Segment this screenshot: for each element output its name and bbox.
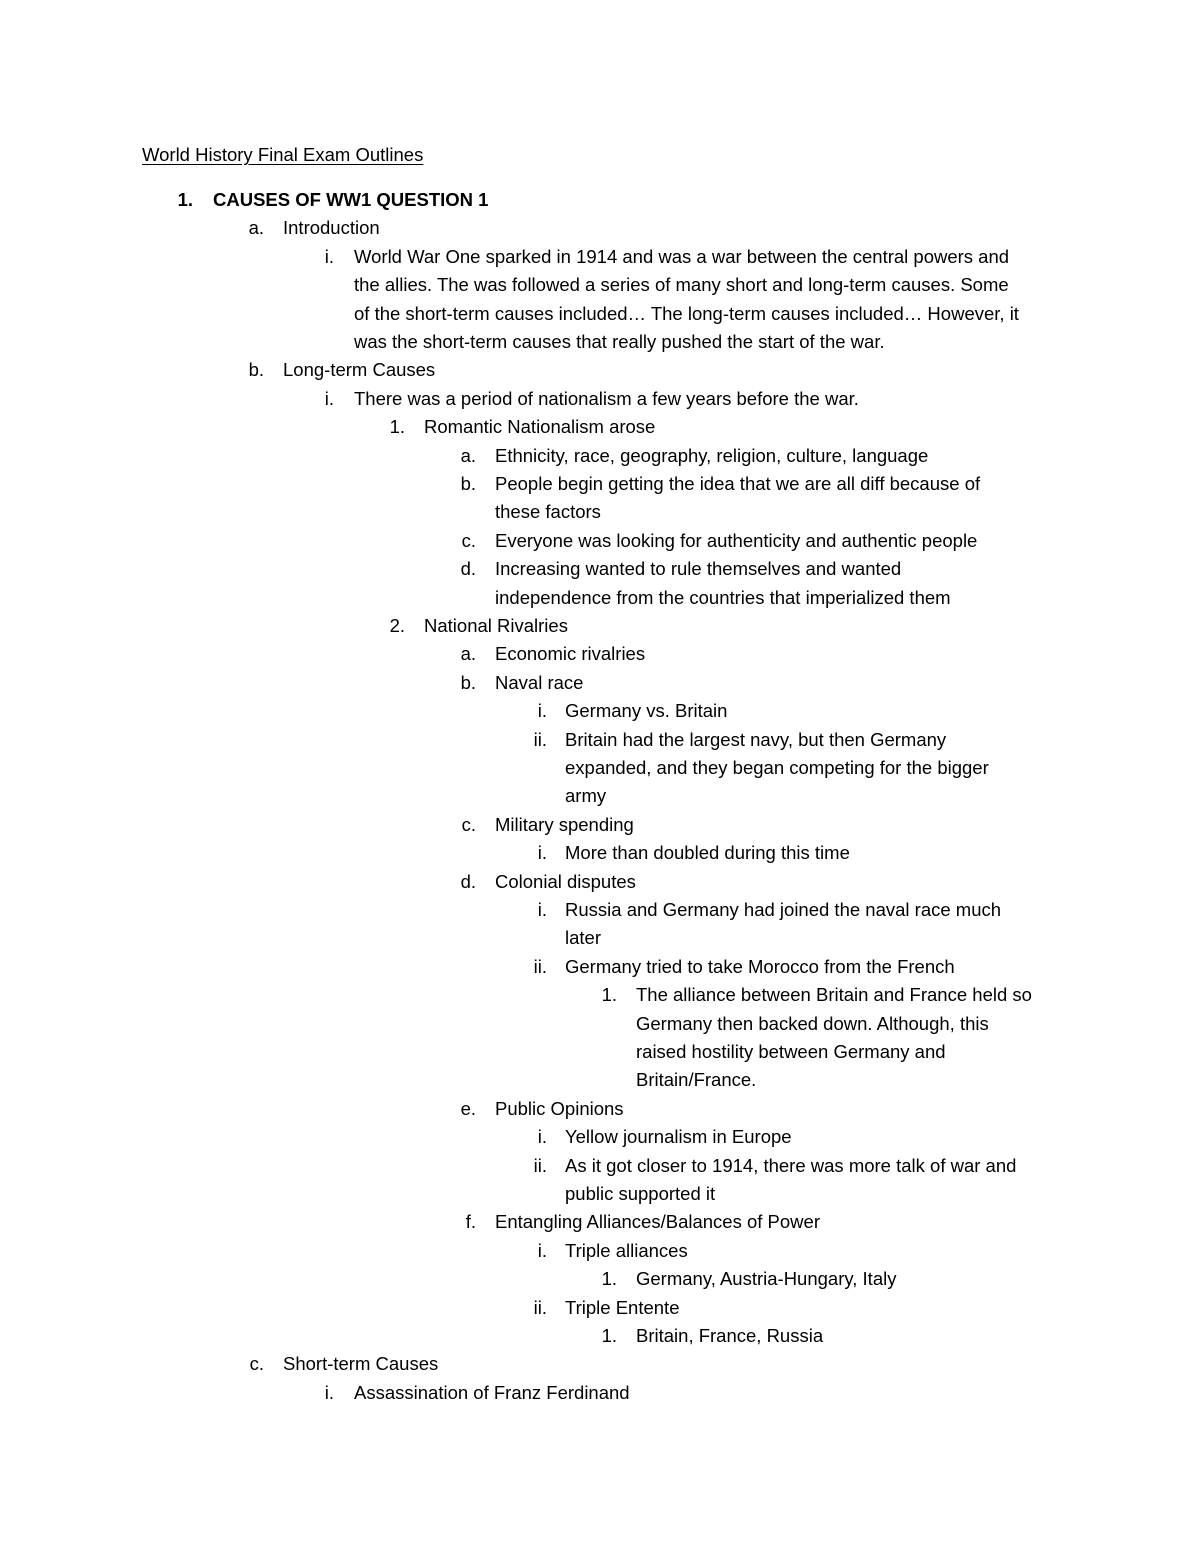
outline-line: [0, 271, 1200, 299]
outline-marker: 2.: [389, 615, 405, 636]
outline-marker: f.: [465, 1211, 476, 1233]
outline-text: Britain, France, Russia: [636, 1325, 824, 1346]
outline-text: There was a period of nationalism a few years before the war.: [354, 387, 859, 409]
outline-text: As it got closer to 1914, there was more talk of war and: [565, 1154, 1017, 1176]
outline-text: World War One sparked in 1914 and was a war between the central powers and: [354, 245, 1010, 267]
outline-marker: i.: [537, 1239, 547, 1261]
outline-line: [0, 413, 1200, 441]
outline-text: later: [565, 927, 601, 949]
outline-text: Triple alliances: [565, 1239, 688, 1261]
outline-text: Britain had the largest navy, but then Germany: [565, 728, 947, 750]
outline-line: [0, 1038, 1200, 1066]
outline-text: these factors: [495, 501, 601, 523]
outline-line: [0, 1180, 1200, 1208]
outline-text: Triple Entente: [565, 1296, 680, 1318]
outline-line: [0, 186, 1200, 214]
outline-line: [0, 1379, 1200, 1407]
outline-marker: 1.: [601, 1325, 617, 1346]
outline-text: Entangling Alliances/Balances of Power: [495, 1211, 820, 1233]
outline-text: National Rivalries: [424, 615, 568, 636]
outline-text: independence from the countries that imperialized them: [495, 586, 951, 608]
outline-marker: i.: [324, 1381, 334, 1403]
outline-line: [0, 839, 1200, 867]
outline-text: Russia and Germany had joined the naval race much: [565, 899, 1002, 920]
outline-marker: i.: [537, 899, 547, 920]
outline-line: [0, 1237, 1200, 1265]
outline-line: [0, 981, 1200, 1009]
outline-text: Ethnicity, race, geography, religion, culture, language: [495, 444, 929, 466]
outline-line: [0, 669, 1200, 697]
outline-line: [0, 442, 1200, 470]
outline-marker: 1.: [601, 984, 617, 1006]
outline-line: [0, 1350, 1200, 1378]
outline-line: [0, 811, 1200, 839]
outline-line: [0, 214, 1200, 242]
outline-line: [0, 697, 1200, 725]
outline-marker: i.: [537, 1126, 547, 1148]
outline-text: Increasing wanted to rule themselves and wanted: [495, 558, 902, 580]
outline-line: [0, 782, 1200, 810]
outline-line: [0, 1265, 1200, 1293]
outline-line: [0, 1066, 1200, 1094]
outline-text: Short-term Causes: [283, 1353, 439, 1375]
outline-line: [0, 498, 1200, 526]
outline-text: CAUSES OF WW1 QUESTION 1: [213, 189, 489, 210]
outline-text: Long-term Causes: [283, 359, 436, 381]
outline-marker: c.: [461, 813, 476, 835]
outline-text: Assassination of Franz Ferdinand: [354, 1381, 630, 1403]
outline-marker: d.: [460, 558, 476, 580]
outline-text: Everyone was looking for authenticity and authentic people: [495, 529, 978, 551]
outline-line: [0, 1123, 1200, 1151]
outline-marker: 1.: [177, 189, 193, 210]
outline-marker: i.: [324, 387, 334, 409]
outline-line: [0, 1095, 1200, 1123]
outline-text: People begin getting the idea that we are all diff because of: [495, 473, 981, 494]
outline-text: Public Opinions: [495, 1097, 624, 1119]
outline-text: army: [565, 785, 607, 807]
outline-line: [0, 612, 1200, 640]
outline-marker: i.: [537, 842, 547, 864]
outline-line: [0, 726, 1200, 754]
outline-marker: a.: [460, 643, 476, 665]
document-title: World History Final Exam Outlines: [142, 144, 424, 165]
outline-text: Romantic Nationalism arose: [424, 416, 656, 438]
outline-marker: a.: [248, 217, 264, 239]
outline-text: was the short-term causes that really pushed the start of the war.: [354, 331, 885, 352]
outline-line: [0, 243, 1200, 271]
outline-text: public supported it: [565, 1183, 716, 1204]
outline-text: Germany then backed down. Although, this: [636, 1012, 989, 1034]
outline-line: [0, 754, 1200, 782]
outline-text: Military spending: [495, 813, 634, 835]
outline-marker: b.: [460, 671, 476, 693]
outline-line: [0, 356, 1200, 384]
outline-line: [0, 868, 1200, 896]
outline-text: Economic rivalries: [495, 643, 646, 665]
outline-text: raised hostility between Germany and: [636, 1041, 946, 1062]
outline-text: of the short-term causes included… The long-term causes included… However, it: [354, 302, 1019, 324]
outline-line: [0, 1208, 1200, 1236]
outline-line: [0, 1294, 1200, 1322]
outline-marker: a.: [460, 444, 476, 466]
outline-line: [0, 924, 1200, 952]
outline-line: [0, 385, 1200, 413]
outline-line: [0, 1322, 1200, 1350]
outline-marker: c.: [461, 529, 476, 551]
outline-line: [0, 584, 1200, 612]
outline-text: More than doubled during this time: [565, 842, 850, 864]
outline-line: [0, 527, 1200, 555]
outline-line: [0, 300, 1200, 328]
outline-line: [0, 470, 1200, 498]
outline-marker: ii.: [533, 1154, 547, 1176]
outline-marker: ii.: [533, 728, 547, 750]
outline-marker: d.: [460, 870, 476, 892]
outline-line: [0, 328, 1200, 356]
outline-marker: i.: [537, 700, 547, 722]
outline-line: [0, 1152, 1200, 1180]
outline-marker: c.: [249, 1353, 264, 1375]
outline-text: Introduction: [283, 217, 380, 239]
outline-text: Naval race: [495, 671, 584, 693]
outline-marker: ii.: [533, 955, 547, 977]
outline-line: [0, 953, 1200, 981]
outline-marker: b.: [248, 359, 264, 381]
outline-text: The alliance between Britain and France held so: [636, 984, 1032, 1006]
outline-text: expanded, and they began competing for the bigger: [565, 757, 989, 778]
outline-marker: e.: [460, 1097, 476, 1119]
outline-text: Germany tried to take Morocco from the French: [565, 955, 955, 977]
outline-marker: b.: [460, 473, 476, 494]
outline-text: Britain/France.: [636, 1069, 757, 1091]
outline-line: [0, 1010, 1200, 1038]
outline-text: the allies. The was followed a series of many short and long-term causes. Some: [354, 274, 1009, 296]
outline-line: [0, 555, 1200, 583]
outline-line: [0, 640, 1200, 668]
outline-marker: 1.: [389, 416, 405, 438]
outline-line: [0, 896, 1200, 924]
outline-text: Germany vs. Britain: [565, 700, 728, 722]
outline-marker: 1.: [601, 1268, 617, 1290]
outline-text: Germany, Austria-Hungary, Italy: [636, 1268, 897, 1290]
outline-text: Colonial disputes: [495, 870, 636, 892]
outline-text: Yellow journalism in Europe: [565, 1126, 792, 1148]
outline-marker: i.: [324, 245, 334, 267]
outline-marker: ii.: [533, 1296, 547, 1318]
